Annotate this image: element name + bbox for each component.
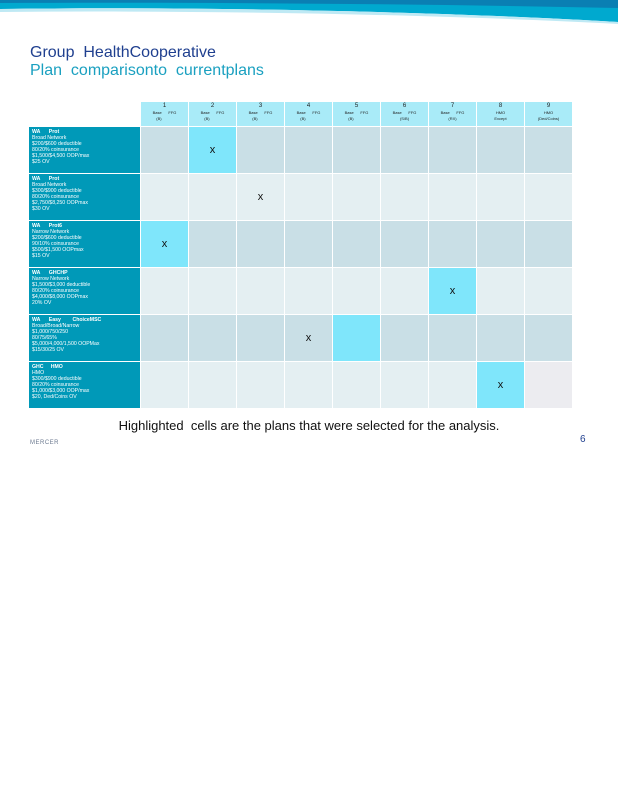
plan-name: WA Prot6 [32,223,63,229]
column-number: 7 [450,103,455,109]
plan-oop-max: $500/$1,500 OOPmax [32,247,84,253]
plan-deductible: $1,500/$3,000 deductible [32,282,91,288]
grid-cell [429,221,477,268]
row-plan-description [29,268,141,315]
column-plan-detail: (B) [300,116,317,121]
grid-cell [477,174,525,221]
plan-office-visit: $25 OV [32,159,50,165]
column-number: 3 [258,103,263,109]
grid-cell [525,221,573,268]
plan-network: Broad Network [32,182,67,188]
column-number: 6 [402,103,407,109]
plan-row [29,221,573,268]
grid-cell [381,127,429,174]
grid-cell-highlighted: x [141,221,189,268]
row-plan-description [29,315,141,362]
grid-cell [333,268,381,315]
grid-cell [525,127,573,174]
grid-cell [333,221,381,268]
column-number: 2 [210,103,215,109]
plan-office-visit: $15/30/25 OV [32,347,65,353]
row-plan-description [29,221,141,268]
plan-name: WA Easy ChoiceMSC [32,317,102,323]
grid-cell [429,174,477,221]
plan-oop-max: $5,000/4,000/1,500 OOPMax [32,341,100,347]
grid-cell [285,127,333,174]
grid-cell [141,315,189,362]
column-plan-type: Base FFG [248,110,273,115]
grid-cell [525,362,573,409]
plan-deductible: $1,000/750/250 [32,329,69,335]
grid-cell [477,221,525,268]
plan-oop-max: $1,500/$4,500 OOP/max [32,153,90,159]
plan-oop-max: $4,000/$8,000 OOPmax [32,294,88,300]
plan-coinsurance: 80/20% coinsurance [32,194,80,200]
plan-office-visit: $20, Ded/Coins OV [32,394,77,400]
column-plan-detail: (B) [348,116,365,121]
plan-comparison-table [28,101,573,409]
plan-deductible: $200/$600 deductible [32,141,82,147]
plan-network: Narrow Network [32,229,70,235]
row-plan-description [29,127,141,174]
grid-cell-highlighted: x [429,268,477,315]
grid-cell [333,127,381,174]
grid-cell [333,362,381,409]
column-number: 4 [306,103,311,109]
grid-cell [381,268,429,315]
column-header-2 [189,102,237,127]
plan-coinsurance: 80/75/65% [32,335,57,341]
page-subtitle: Plan comparisonto currentplans [30,62,264,79]
plan-oop-max: $1,000/$3,000 OOP/max [32,388,90,394]
plan-row [29,268,573,315]
grid-cell [429,315,477,362]
plan-coinsurance: 90/10% coinsurance [32,241,80,247]
row-plan-description [29,362,141,409]
grid-cell [333,174,381,221]
grid-cell [141,268,189,315]
column-header-4 [285,102,333,127]
column-header-6 [381,102,429,127]
column-plan-type: Base FFG [344,110,369,115]
column-plan-detail: (RX) [448,116,457,121]
grid-cell [189,221,237,268]
column-header-9 [525,102,573,127]
column-plan-type: Base FFG [296,110,321,115]
grid-cell: x [285,315,333,362]
grid-cell: x [237,174,285,221]
plan-office-visit: $30 OV [32,206,50,212]
grid-cell [477,315,525,362]
plan-name: WA Prot [32,176,60,182]
grid-cell [237,362,285,409]
plan-deductible: $300/$900 deductible [32,376,82,382]
plan-office-visit: $15 OV [32,253,50,259]
grid-cell-highlighted: x [477,362,525,409]
grid-cell [285,174,333,221]
column-plan-detail: (B) [156,116,173,121]
grid-cell [477,127,525,174]
grid-cell [429,127,477,174]
grid-cell [381,174,429,221]
plan-row [29,127,573,174]
column-plan-type: Base FFG [440,110,465,115]
plan-network: Broad/Broad/Narrow [32,323,80,329]
plan-name: WA Prot [32,129,60,135]
grid-cell [141,174,189,221]
plan-network: HMO [32,370,45,376]
column-header-5 [333,102,381,127]
grid-cell [189,362,237,409]
column-plan-type: Base FFG [152,110,177,115]
column-plan-detail: (Ded/Coins) [537,116,560,121]
grid-cell [285,268,333,315]
plan-deductible: $300/$900 deductible [32,188,82,194]
plan-coinsurance: 80/20% coinsurance [32,382,80,388]
grid-cell [429,362,477,409]
grid-cell [141,362,189,409]
plan-row [29,315,573,362]
grid-cell [189,174,237,221]
grid-cell [189,268,237,315]
page-number: 6 [580,434,586,445]
grid-cell [477,268,525,315]
grid-cell [381,362,429,409]
plan-network: Broad Network [32,135,67,141]
grid-cell [237,268,285,315]
column-header-7 [429,102,477,127]
plan-name: WA GHCHP [32,270,68,276]
grid-cell-highlighted [333,315,381,362]
grid-cell-highlighted: x [189,127,237,174]
column-header-3 [237,102,285,127]
grid-cell [285,362,333,409]
top-decorative-band [0,0,618,24]
grid-cell [237,221,285,268]
column-plan-detail: (S/B) [399,116,410,121]
column-plan-type: HMO [543,110,554,115]
plan-name: GHC HMO [32,364,63,370]
corner-cell [29,102,141,127]
row-plan-description [29,174,141,221]
column-plan-detail: (B) [252,116,269,121]
column-plan-detail: Except [494,116,507,121]
column-header-1 [141,102,189,127]
column-number: 1 [162,103,167,109]
column-number: 8 [498,103,503,109]
grid-cell [525,315,573,362]
grid-cell [381,221,429,268]
mercer-logo: MERCER [30,440,60,446]
column-header-8 [477,102,525,127]
column-number: 9 [546,103,551,109]
grid-cell [285,221,333,268]
column-plan-type: Base FFG [392,110,417,115]
column-number: 5 [354,103,359,109]
table-caption: Highlighted cells are the plans that were selected for the analysis. [118,418,500,433]
plan-oop-max: $2,750/$8,250 OOPmax [32,200,88,206]
grid-cell [381,315,429,362]
plan-office-visit: 20% OV [32,300,52,306]
grid-cell [237,315,285,362]
grid-cell [525,268,573,315]
grid-cell [237,127,285,174]
plan-network: Narrow Network [32,276,70,282]
grid-cell [189,315,237,362]
plan-coinsurance: 80/20% coinsurance [32,147,80,153]
plan-row [29,362,573,409]
column-plan-type: HMO [495,110,506,115]
grid-cell [525,174,573,221]
plan-row [29,174,573,221]
plan-deductible: $200/$600 deductible [32,235,82,241]
plan-coinsurance: 80/20% coinsurance [32,288,80,294]
column-header-row [29,102,573,127]
page-title: Group HealthCooperative [30,44,216,61]
column-plan-type: Base FFG [200,110,225,115]
grid-cell [141,127,189,174]
column-plan-detail: (B) [204,116,221,121]
